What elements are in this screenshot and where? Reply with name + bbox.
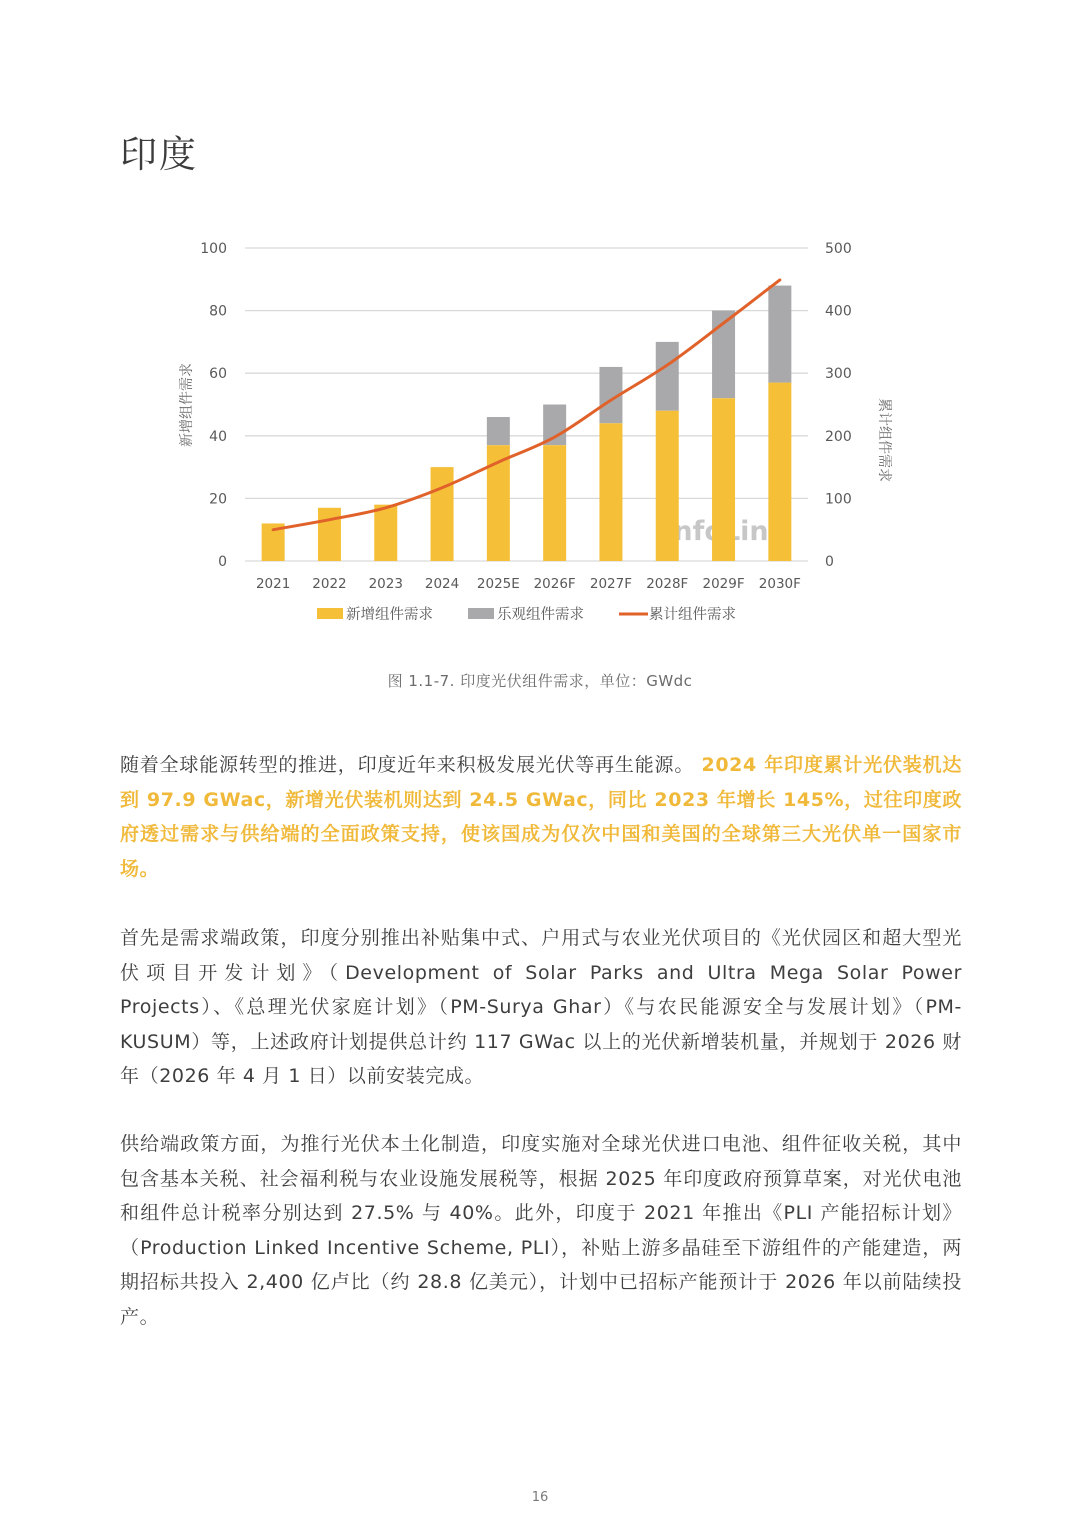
y-tick-right: 100 — [825, 491, 852, 508]
bar-new-demand — [599, 423, 622, 561]
page-number: 16 — [531, 1490, 549, 1505]
paragraph-intro — [120, 748, 962, 886]
legend-label-new-demand: 新增组件需求 — [346, 607, 433, 623]
paragraph-intro-highlight: 2024 年印度累计光伏装机达到 97.9 GWac，新增光伏装机则达到 24.5 GWac，同比 2023 年增长 145%，过往印度政府透过需求与供给端的全面政策支持，使该国成为仅次中国和美国的全球第三大光伏单一国家市场。 — [120, 754, 963, 880]
x-tick-label: 2029F — [702, 576, 745, 592]
india-module-demand-chart — [0, 0, 1080, 700]
y-tick-right: 400 — [825, 303, 852, 320]
bar-new-demand — [712, 398, 735, 561]
bar-optimistic-demand — [656, 342, 679, 411]
line-cumulative-demand — [273, 280, 780, 530]
y-axis-title-right: 累计组件需求 — [876, 398, 892, 482]
bar-new-demand — [768, 383, 791, 561]
bar-new-demand — [374, 505, 397, 561]
y-tick-left: 80 — [209, 303, 227, 320]
x-tick-label: 2024 — [424, 576, 460, 592]
y-tick-right: 300 — [825, 366, 852, 383]
legend-label-cumulative-demand: 累计组件需求 — [649, 607, 736, 623]
x-tick-label: 2023 — [368, 576, 403, 592]
paragraph-intro-normal: 随着全球能源转型的推进，印度近年来积极发展光伏等再生能源。 — [120, 754, 695, 776]
page-title: 印度 — [120, 133, 198, 176]
y-tick-left: 20 — [209, 491, 227, 508]
y-tick-right: 200 — [825, 428, 852, 445]
paragraph-demand-policy: 首先是需求端政策，印度分别推出补贴集中式、户用式与农业光伏项目的《光伏园区和超大型光伏项目开发计划》（Development of Solar Parks and Ultra Mega Solar Power Projects）、《总理光伏家庭计划》（PM-Surya Ghar）《与农民能源安全与发展计划》（PM-KUSUM）等，上述政府计划提供总计约 117 GWac 以上的光伏新增装机量，并规划于 2026 财年（2026 年 4 月 1 日）以前安装完成。 — [120, 927, 962, 1087]
x-tick-label: 2030F — [758, 576, 801, 592]
y-tick-right: 0 — [825, 554, 834, 570]
chart-canvas — [0, 0, 1080, 700]
y-tick-left: 40 — [209, 428, 227, 445]
bar-new-demand — [431, 467, 454, 561]
figure-caption: 图 1.1-7. 印度光伏组件需求，单位：GWdc — [387, 672, 693, 690]
bar-new-demand — [656, 411, 679, 561]
x-tick-label: 2026F — [533, 576, 576, 592]
legend-swatch-optimistic-demand — [468, 608, 494, 619]
legend-swatch-new-demand — [317, 608, 343, 619]
x-tick-label: 2028F — [646, 576, 689, 592]
x-tick-label: 2021 — [255, 576, 291, 592]
bar-optimistic-demand — [768, 286, 791, 383]
y-tick-left: 60 — [209, 366, 227, 383]
legend-label-optimistic-demand: 乐观组件需求 — [497, 607, 584, 623]
paragraph-supply-policy: 供给端政策方面，为推行光伏本土化制造，印度实施对全球光伏进口电池、组件征收关税，其中包含基本关税、社会福利税与农业设施发展税等，根据 2025 年印度政府预算草案，对光伏电池和组件总计税率分别达到 27.5% 与 40%。此外，印度于 2021 年推出《PLI 产能招标计划》（Production Linked Incentive Scheme, PLI），补贴上游多晶硅至下游组件的产能建造，两期招标共投入 2,400 亿卢比（约 28.8 亿美元），计划中已招标产能预计于 2026 年以前陆续投产。 — [120, 1133, 962, 1328]
bar-new-demand — [543, 445, 566, 561]
bar-optimistic-demand — [543, 405, 566, 446]
x-tick-label: 2027F — [589, 576, 633, 592]
x-tick-label: 2022 — [312, 576, 347, 592]
y-tick-right: 500 — [825, 241, 852, 257]
x-tick-label: 2025E — [476, 576, 520, 592]
bar-new-demand — [318, 508, 341, 561]
bar-optimistic-demand — [487, 417, 510, 445]
y-tick-left: 0 — [218, 554, 227, 570]
y-tick-left: 100 — [200, 241, 227, 257]
y-axis-title-left: 新增组件需求 — [179, 363, 195, 447]
